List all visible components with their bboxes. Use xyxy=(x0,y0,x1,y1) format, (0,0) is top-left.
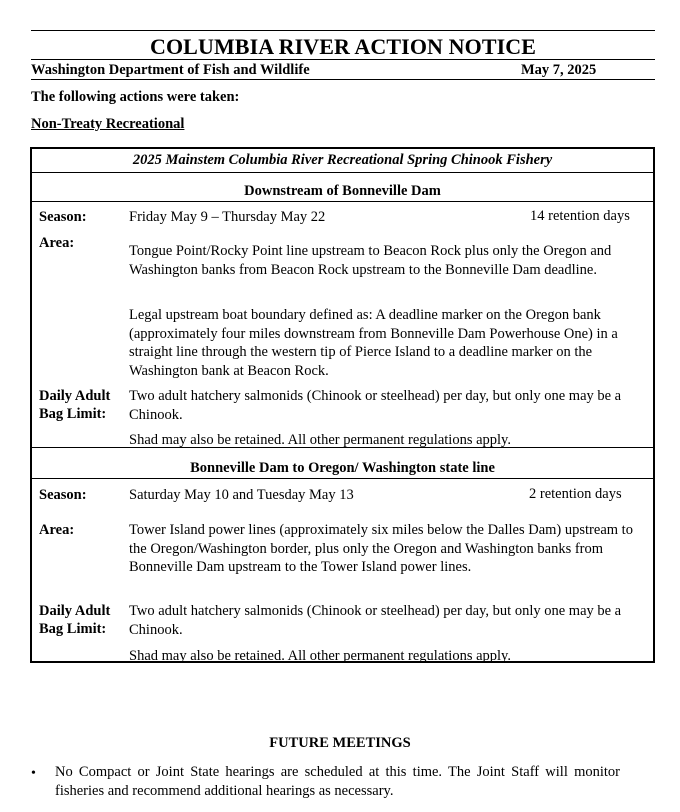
notice-date: May 7, 2025 xyxy=(521,62,597,78)
section-heading-bonneville: Bonneville Dam to Oregon/ Washington state line xyxy=(190,460,495,476)
divider xyxy=(32,201,653,202)
bag-limit-label-line2: Bag Limit: xyxy=(39,406,107,422)
retention-days: 14 retention days xyxy=(530,208,630,224)
area-label: Area: xyxy=(39,235,75,251)
season-label: Season: xyxy=(39,487,87,503)
divider xyxy=(32,478,653,479)
bag-limit-text: Two adult hatchery salmonids (Chinook or steelhead) per day, but only one may be a Chinook. xyxy=(129,388,622,423)
bag-limit-label-line1: Daily Adult xyxy=(39,388,111,404)
future-meetings-item: No Compact or Joint State hearings are scheduled at this time. The Joint Staff will monitor fisheries and recommend additional hearings as necessary. xyxy=(55,764,620,799)
category-heading: Non-Treaty Recreational xyxy=(31,116,185,132)
area-description: Tower Island power lines (approximately six miles below the Dalles Dam) upstream to the Oregon/Washington border, plus only the Oregon and Washington banks from Bonneville Dam upstream to the Tower Island power lines. xyxy=(129,522,633,575)
fishery-table xyxy=(30,147,655,663)
shad-text: Shad may also be retained. All other permanent regulations apply. xyxy=(129,648,511,664)
header-rule xyxy=(31,79,655,80)
boundary-description: Legal upstream boat boundary defined as: A deadline marker on the Oregon bank (approximately four miles downstream from Bonneville Dam Powerhouse One) in a straight line through the western tip of Pierce Island to a deadline marker on the Washington bank at Beacon Rock. xyxy=(129,307,618,379)
divider xyxy=(32,447,653,448)
area-label: Area: xyxy=(39,522,75,538)
season-label: Season: xyxy=(39,209,87,225)
future-meetings-heading: FUTURE MEETINGS xyxy=(269,735,411,751)
agency-name: Washington Department of Fish and Wildlife xyxy=(31,62,310,78)
section-heading-downstream: Downstream of Bonneville Dam xyxy=(244,183,441,199)
bag-limit-text: Two adult hatchery salmonids (Chinook or steelhead) per day, but only one may be a Chinook. xyxy=(129,603,622,638)
season-dates: Saturday May 10 and Tuesday May 13 xyxy=(129,487,354,503)
top-rule xyxy=(31,30,655,31)
divider xyxy=(32,172,653,173)
fishery-title: 2025 Mainstem Columbia River Recreational Spring Chinook Fishery xyxy=(132,152,553,168)
bullet-icon: • xyxy=(31,766,36,781)
title-rule xyxy=(31,59,655,60)
intro-text: The following actions were taken: xyxy=(31,89,240,105)
bag-limit-label-line2: Bag Limit: xyxy=(39,621,107,637)
notice-title: COLUMBIA RIVER ACTION NOTICE xyxy=(149,34,537,59)
shad-text: Shad may also be retained. All other permanent regulations apply. xyxy=(129,432,511,448)
area-description: Tongue Point/Rocky Point line upstream to Beacon Rock plus only the Oregon and Washington banks from Beacon Rock upstream to the Bonneville Dam deadline. xyxy=(129,243,612,278)
bag-limit-label-line1: Daily Adult xyxy=(39,603,111,619)
retention-days: 2 retention days xyxy=(529,486,622,502)
season-dates: Friday May 9 – Thursday May 22 xyxy=(129,209,326,225)
